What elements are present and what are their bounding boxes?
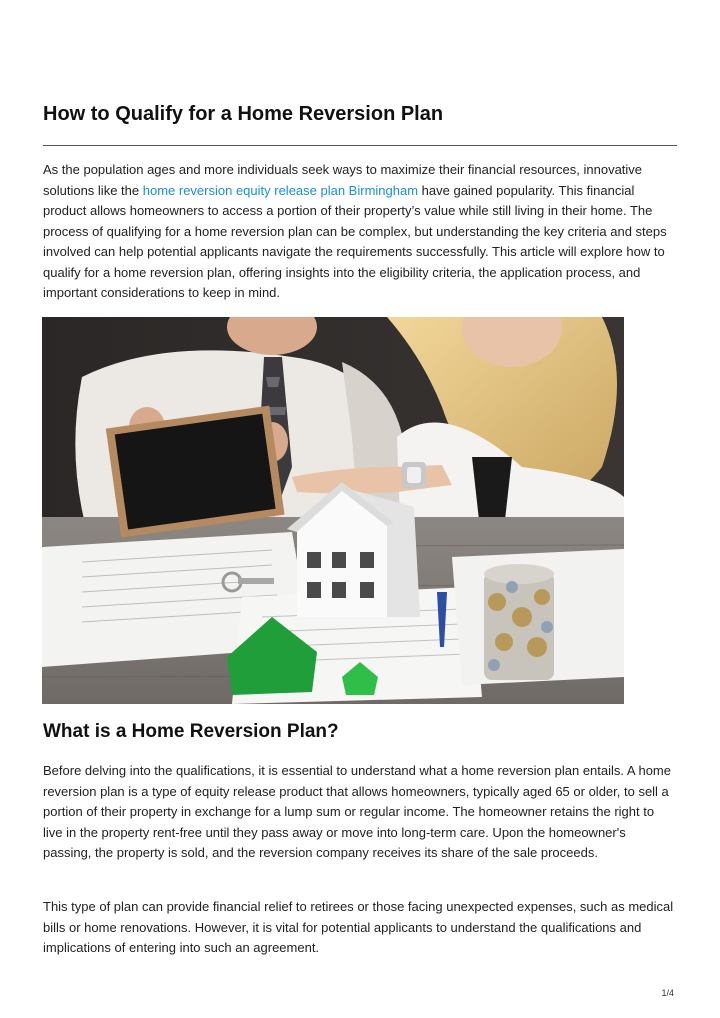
section-paragraph-1: Before delving into the qualifications, it is essential to understand what a home reversion plan entails. A home reversion plan is a type of equity release product that allows homeowners, typically aged 65 or older, to sell a portion of their property in exchange for a lump sum or regular income. The homeowner retains the right to live in the property rent-free until they pass away or move into long-term care. Upon the homeowner's passing, the property is sold, and the reversion company receives its share of the sale proceeds. [43,763,671,860]
intro-paragraph [43,160,677,304]
intro-text-before-link: As the population ages and more individuals seek ways to maximize their financial resources, innovative solutions like the [43,162,643,198]
couple-with-house-model-photo [42,317,624,704]
article-title: How to Qualify for a Home Reversion Plan [43,103,444,125]
equity-release-link[interactable]: home reversion equity release plan Birmingham [142,182,419,198]
intro-text-after-link: have gained popularity. This financial product allows homeowners to access a portion of their property’s value while still living in their home. The process of qualifying for a home reversion plan can be complex, but understanding the key criteria and steps involved can help potential applicants navigate the requirements successfully. This article will explore how to qualify for a home reversion plan, offering insights into the eligibility criteria, the application process, and important considerations to keep in mind. [43,182,667,300]
title-divider [43,145,677,146]
section-paragraph-2: This type of plan can provide financial relief to retirees or those facing unexpected expenses, such as medical bills or home renovations. However, it is vital for potential applicants to understand the qualifications and implications of entering into such an agreement. [43,899,674,955]
page-number: 1/4 [661,988,674,998]
section-heading: What is a Home Reversion Plan? [43,721,339,742]
